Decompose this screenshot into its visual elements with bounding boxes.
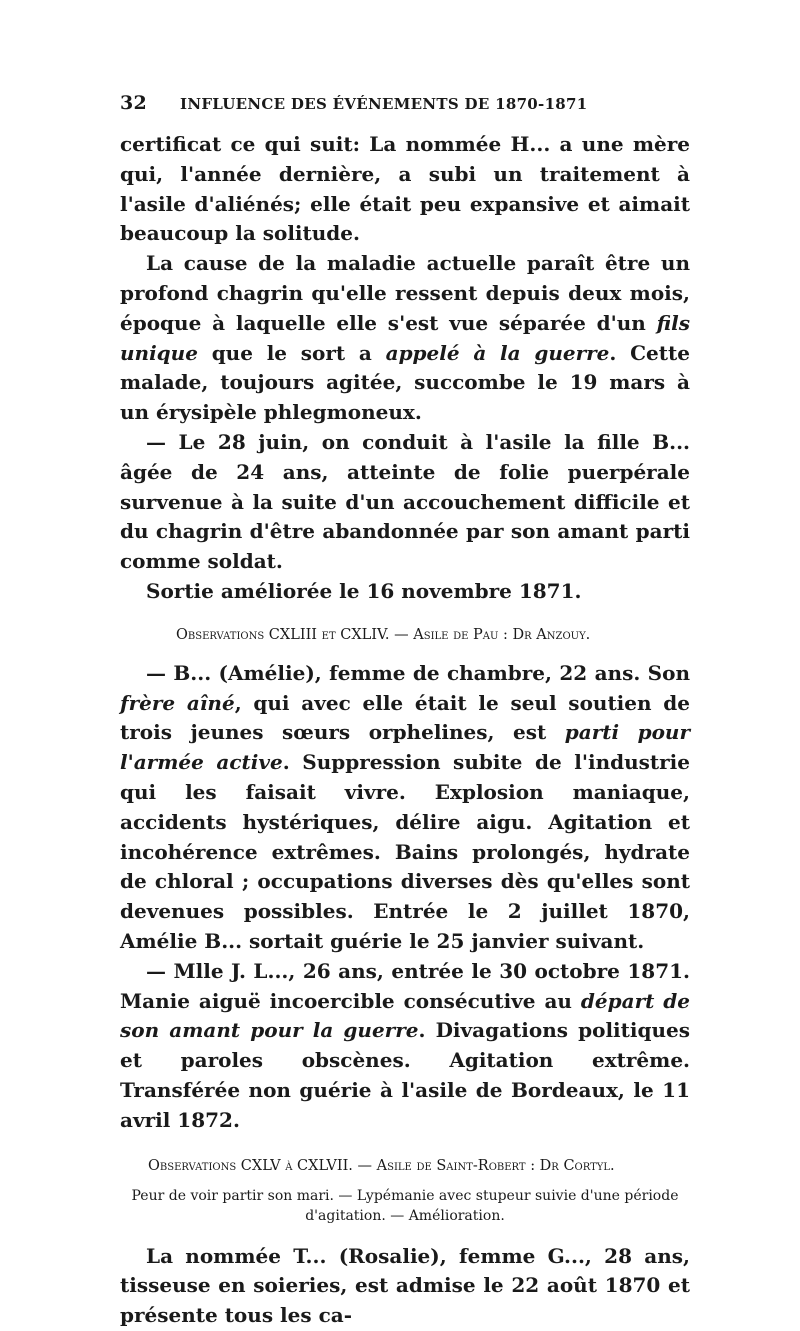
paragraph-mlle-jl [120,957,690,1136]
paragraph-case-b: — Le 28 juin, on conduit à l'asile la fille B... âgée de 24 ans, atteinte de folie puerpérale survenue à la suite d'un accouchement difficile et du chagrin d'être abandonnée par son amant parti comme soldat. [120,429,690,574]
paragraph-amelie [120,659,690,957]
italic-run: fils unique [120,310,690,365]
observation-summary: Peur de voir partir son mari. — Lypémanie avec stupeur suivie d'une période d'agitation. — Amélioration. [131,1187,679,1224]
text-run: , qui avec elle était le seul soutien de trois jeunes sœurs orphelines, est [120,690,690,745]
italic-run: frère aîné [120,690,235,715]
page-body [120,130,690,1331]
paragraph-sortie: Sortie améliorée le 16 novembre 1871. [146,578,582,603]
text-run: La cause de la maladie actuelle paraît être un profond chagrin qu'elle ressent depuis deux mois, époque à laquelle elle s'est vue séparée d'un [120,251,690,335]
paragraph-cause [120,249,690,428]
paragraph-rosalie: La nommée T... (Rosalie), femme G..., 28 ans, tisseuse en soieries, est admise le 22 août 1870 et présente tous les ca- [120,1243,690,1328]
italic-run: appelé à la guerre [385,340,610,365]
italic-run: parti pour l'armée active [120,720,690,775]
text-run: . Cette malade, toujours agitée, succombe le 19 mars à un érysipèle phlegmoneux. [120,340,690,425]
text-run: que le sort a [197,340,386,365]
page-number: 32 [120,92,148,114]
running-title: INFLUENCE DES ÉVÉNEMENTS DE 1870-1871 [180,95,588,113]
italic-run: départ de son amant pour la guerre [120,988,690,1043]
text-run: . Suppression subite de l'industrie qui les faisait vivre. Explosion maniaque, accidents hystériques, délire aigu. Agitation et incohérence extrêmes. Bains prolongés, hydrate de chloral ; occupations diverses dès qu'elles sont devenues possibles. Entrée le 2 juillet 1870, Amélie B... sortait guérie le 25 janvier suivant. [120,750,691,953]
running-header [120,92,690,114]
text-run: . Divagations politiques et paroles obscènes. Agitation extrême. Transférée non guérie à l'asile de Bordeaux, le 11 avril 1872. [120,1018,690,1132]
observation-heading-1: Observations CXLIII et CXLIV. — Asile de Pau : Dr Anzouy. [176,626,591,643]
observation-heading-2: Observations CXLV à CXLVII. — Asile de Saint-Robert : Dr Cortyl. [148,1157,615,1174]
text-run: — B... (Amélie), femme de chambre, 22 ans. Son [146,660,690,685]
text-run: — Mlle J. L..., 26 ans, entrée le 30 octobre 1871. Manie aiguë incoercible consécutive au [120,958,690,1013]
paragraph-continuation: certificat ce qui suit: La nommée H... a une mère qui, l'année dernière, a subi un traitement à l'asile d'aliénés; elle était peu expansive et aimait beaucoup la solitude. [120,132,690,246]
